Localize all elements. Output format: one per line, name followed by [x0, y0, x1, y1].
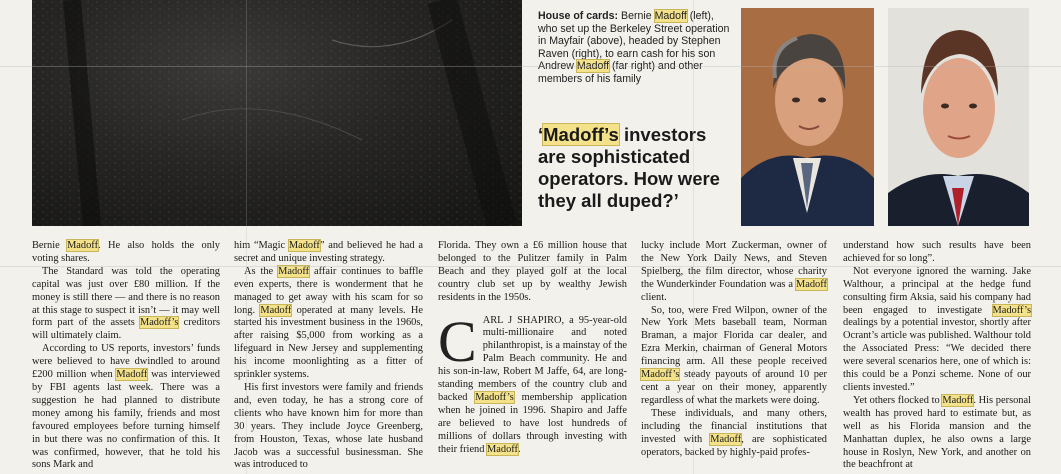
text-run: . His personal wealth has proved hard to estimate but, as well as his Florida mansion and the Manhattan duplex, he also owns a large house in Roslyn, New York, and another on the beachfront at: [843, 394, 1032, 471]
highlight-term: Madoff: [260, 304, 292, 316]
highlight-term: Madoff: [116, 369, 148, 381]
text-run: steady payouts of around 10 per cent a year on their money, apparently regardless of what the markets were doing.: [641, 369, 827, 406]
highlight-term: Madoff’s: [992, 304, 1031, 316]
quote-mark: ‘: [538, 124, 544, 145]
scan-fold-line: [693, 0, 694, 474]
text-run: dealings by a potential investor, shortly after Ocrant’s article was published. Walthour told the Associated Press: “We decided there were several scenarios here, one of which is: this could be a Ponzi scheme. None of our clients invested.”: [843, 317, 1031, 393]
text-run: lucky include Mort Zuckerman, owner of the New York Daily News, and Steven Spielberg, the film director, whose charity the Wunderkinder Foundation was a: [641, 240, 827, 290]
text-run: According to US reports, investors’ funds were believed to have dwindled to around £200 million when: [32, 343, 220, 381]
highlight-term: Madoff’s: [139, 317, 179, 329]
paragraph: [438, 308, 627, 457]
highlight-term: Madoff’s: [641, 369, 680, 381]
pull-quote-text: investors are sophisticated operators. How were they all duped?’: [538, 124, 720, 211]
paragraph: His first investors were family and friends and, even today, he has a strong core of clients who have known him for more than 30 years. They include Joyce Greenberg, from Houston, Texas, whose late husband Jacob was a successful businessman. She was introduced to: [234, 381, 423, 471]
highlight-term: Madoff: [942, 394, 974, 406]
text-run: Bernie: [32, 240, 68, 251]
portrait-drawing: [888, 8, 1029, 226]
article-column-1: [32, 240, 220, 472]
portrait-drawing: [741, 8, 874, 226]
paragraph: [843, 266, 1031, 395]
text-run: . He also holds the only voting shares.: [32, 240, 220, 264]
text-run: , are sophisticated operators, backed by highly-paid profes-: [641, 433, 828, 458]
text-run: creditors will ultimately claim.: [32, 317, 220, 342]
scan-fold-line: [0, 66, 1061, 67]
portrait-andrew-madoff: [888, 8, 1029, 226]
text-run: Not everyone ignored the warning. Jake Walthour, a principal at the hedge fund consulting firm Aksia, said his company had been engaged to investigate: [843, 265, 1031, 316]
text-run: membership application when he joined in 1996. Shapiro and Jaffe are believed to have lost hundreds of millions of dollars through investing with their friend: [438, 391, 627, 455]
highlight-term: Madoff: [67, 240, 99, 251]
text-run: ” and believed he had a secret and unique investing strategy.: [234, 240, 423, 264]
text-run: ARL J SHAPIRO, a 95-year-old multi-millionaire and noted philanthropist, is a mainstay of the Palm Beach community. He and his son-in-law, Robert M Jaffe, 64, are long-standing members of the country club and backed: [438, 314, 627, 403]
text-run: So, too, were Fred Wilpon, owner of the New York Mets baseball team, Norman Braman, a major Florida car dealer, and Ezra Merkin, chairman of General Motors financing arm. All these people received: [641, 304, 827, 368]
highlight-term: Madoff: [278, 265, 310, 277]
caption-lead: House of cards:: [538, 10, 619, 22]
drop-cap: C: [438, 308, 477, 374]
text-run: The Standard was told the operating capital was just over £80 million. If the money is still there — and there is no reason at this stage to suspect it isn’t — it may well form part of the assets: [32, 265, 220, 329]
caption-text: (far right) and other members of his family: [538, 60, 703, 85]
paragraph: [843, 395, 1031, 472]
paragraph: [234, 266, 423, 382]
caption-text: (left), who set up the Berkeley Street operation in Mayfair (above), headed by Stephen Raven (right), to earn cash for his son Andrew: [538, 10, 730, 72]
text-run: These individuals, and many others, including the financial institutions that invested with: [641, 407, 827, 445]
article-column-2: [234, 240, 423, 472]
scan-fold-line: [246, 0, 247, 474]
paragraph: [641, 408, 827, 460]
text-run: him “Magic: [234, 240, 289, 251]
paragraph: Florida. They own a £6 million house that belonged to the Pulitzer family in Palm Beach and they played golf at the local country club set up by wealthy Jewish residents in the 1950s.: [438, 240, 627, 303]
article-column-4: [641, 240, 827, 459]
highlight-term: Madoff: [288, 240, 320, 251]
highlight-term: Madoff: [654, 10, 687, 22]
pull-quote: [538, 124, 734, 212]
caption-text: Bernie: [618, 10, 655, 22]
article-column-5: [843, 240, 1031, 472]
text-run: Yet others flocked to: [853, 394, 943, 406]
photo-caption: [538, 10, 734, 85]
text-run: was interviewed by FBI agents last week. There was a suggestion he had planned to distribute money among his family, friends and most favoured employees before turning himself in but there was no confirmation of this. It was confirmed, however, that he told his sons Mark and: [32, 369, 220, 471]
highlight-term: Madoff’s: [475, 391, 514, 403]
highlight-term: Madoff: [487, 443, 519, 455]
text-run: operated at many levels. He started his investment business in the 1960s, after raising $5,000 from working as a lifeguard in New Jersey and supplementing his income moonlighting as a fitter of sprinkler systems.: [234, 304, 423, 381]
text-run: As the: [244, 265, 279, 277]
highlight-term: Madoff: [796, 278, 827, 290]
photo-texture: [32, 0, 522, 226]
paragraph: [641, 305, 827, 408]
paragraph: [641, 240, 827, 305]
highlight-term: Madoff’s: [543, 124, 619, 145]
paragraph: [32, 266, 220, 343]
paragraph: [234, 240, 423, 266]
text-run: affair continues to baffle even experts, there is wonderment that he managed to get away with his scam for so long.: [234, 265, 424, 316]
article-column-3: [438, 240, 627, 457]
highlight-term: Madoff: [710, 433, 742, 445]
scan-fold-line: [0, 266, 1061, 267]
paragraph: [32, 240, 220, 266]
paragraph: understand how such results have been achieved for so long”.: [843, 240, 1031, 264]
portrait-bernie-madoff: [741, 8, 874, 226]
berkeley-street-photo: [32, 0, 522, 226]
text-run: client.: [641, 291, 667, 303]
text-run: .: [518, 443, 521, 455]
highlight-term: Madoff: [576, 60, 610, 72]
paragraph: [32, 343, 220, 472]
